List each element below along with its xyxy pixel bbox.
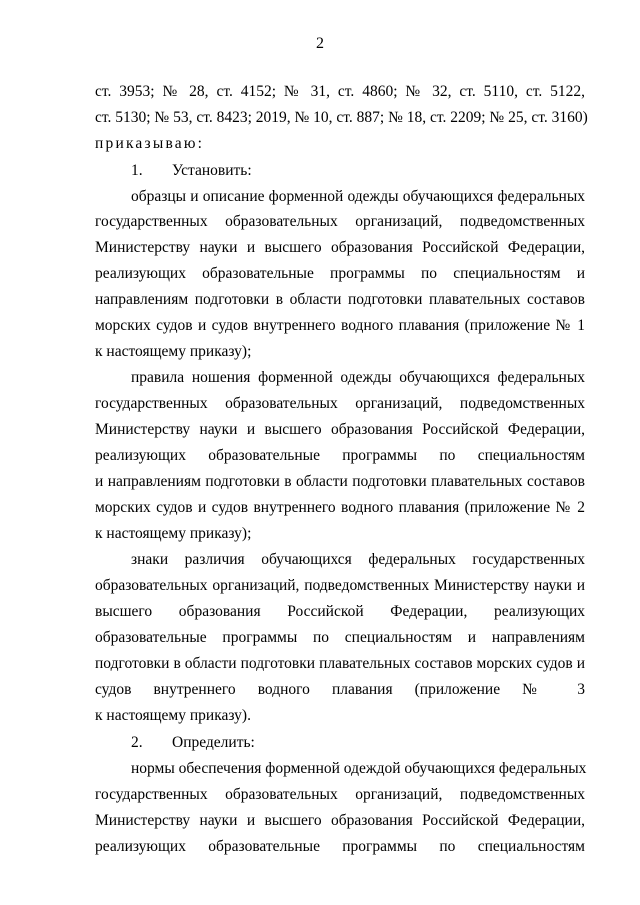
text-line: судов внутреннего водного плавания (приложение № 3 bbox=[95, 681, 585, 698]
text-line: образцы и описание форменной одежды обучающихся федеральных bbox=[131, 188, 585, 205]
text-line: направлениям подготовки в области подготовки плавательных составов bbox=[95, 291, 585, 308]
text-line: реализующих образовательные программы по специальностям bbox=[95, 447, 585, 464]
text-line: морских судов и судов внутреннего водного плавания (приложение № 1 bbox=[95, 317, 585, 334]
text-line: образовательные программы по специальностям и направлениям bbox=[95, 629, 585, 646]
text-line: высшего образования Российской Федерации, реализующих bbox=[95, 603, 585, 620]
text-line: образовательных организаций, подведомственных Министерству науки и bbox=[95, 577, 585, 594]
text-line: Министерству науки и высшего образования Российской Федерации, bbox=[95, 421, 585, 438]
text-line: государственных образовательных организаций, подведомственных bbox=[95, 786, 585, 803]
text-line: государственных образовательных организаций, подведомственных bbox=[95, 395, 585, 412]
order-word: приказываю: bbox=[95, 135, 205, 152]
item-number: 2. bbox=[131, 734, 143, 751]
text-line: нормы обеспечения форменной одеждой обучающихся федеральных bbox=[131, 760, 587, 777]
text-line: реализующих образовательные программы по специальностям bbox=[95, 838, 585, 855]
text-line: Министерству науки и высшего образования Российской Федерации, bbox=[95, 812, 585, 829]
text-line: к настоящему приказу). bbox=[95, 707, 251, 724]
text-line: ст. 5130; № 53, ст. 8423; 2019, № 10, ст. 887; № 18, ст. 2209; № 25, ст. 3160) bbox=[95, 109, 588, 126]
text-line: Министерству науки и высшего образования Российской Федерации, bbox=[95, 239, 585, 256]
text-line: ст. 3953; № 28, ст. 4152; № 31, ст. 4860; № 32, ст. 5110, ст. 5122, bbox=[95, 83, 585, 100]
text-line: подготовки в области подготовки плавательных составов морских судов и bbox=[95, 655, 585, 672]
item-heading: Установить: bbox=[172, 162, 252, 179]
text-line: знаки различия обучающихся федеральных государственных bbox=[131, 551, 585, 568]
text-line: морских судов и судов внутреннего водного плавания (приложение № 2 bbox=[95, 499, 585, 516]
text-line: реализующих образовательные программы по специальностям и bbox=[95, 265, 585, 282]
page-number: 2 bbox=[316, 35, 324, 52]
text-line: к настоящему приказу); bbox=[95, 525, 252, 542]
item-heading: Определить: bbox=[172, 734, 255, 751]
text-line: государственных образовательных организаций, подведомственных bbox=[95, 213, 585, 230]
text-line: к настоящему приказу); bbox=[95, 343, 252, 360]
text-line: правила ношения форменной одежды обучающихся федеральных bbox=[131, 369, 585, 386]
item-number: 1. bbox=[131, 162, 143, 179]
text-line: и направлениям подготовки в области подготовки плавательных составов bbox=[95, 473, 585, 490]
